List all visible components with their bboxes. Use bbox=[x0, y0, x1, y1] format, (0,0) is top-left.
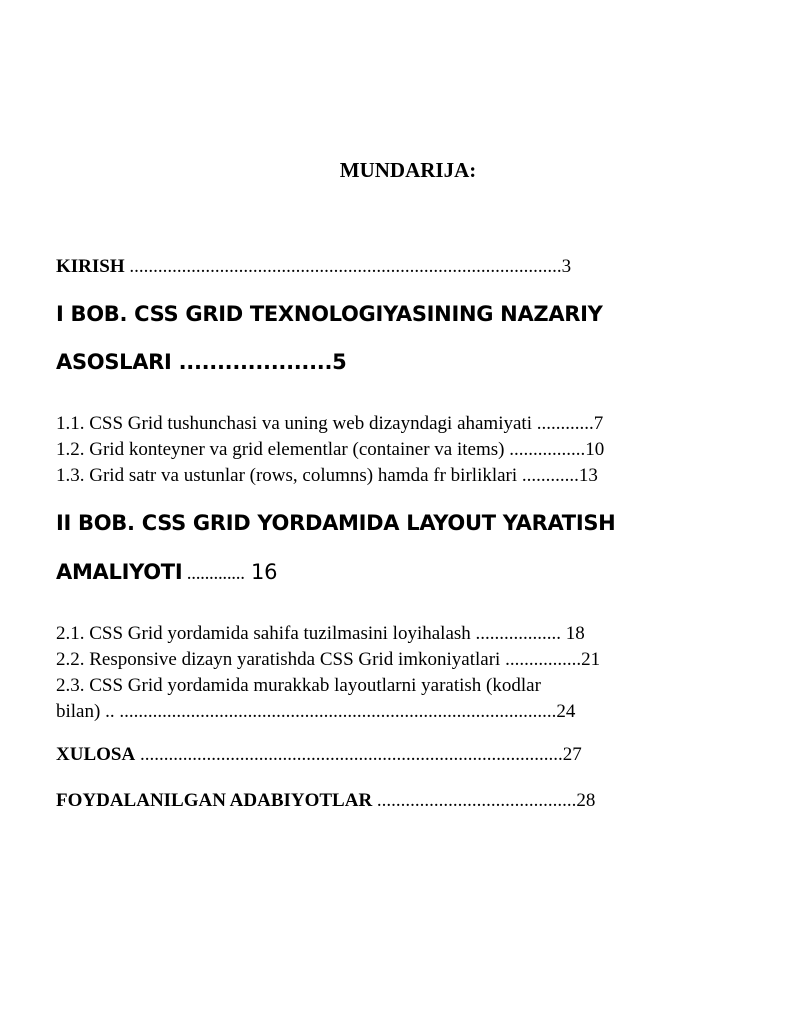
toc-entry-1-3: 1.3. Grid satr va ustunlar (rows, columns) hamda fr birliklari ............13 bbox=[56, 465, 598, 486]
toc-entry-1-1: 1.1. CSS Grid tushunchasi va uning web dizayndagi ahamiyati ............7 bbox=[56, 413, 604, 434]
toc-entry-label: FOYDALANILGAN ADABIYOTLAR bbox=[56, 790, 373, 811]
toc-entry-2-1: 2.1. CSS Grid yordamida sahifa tuzilmasini loyihalash .................. 18 bbox=[56, 623, 585, 644]
toc-entry-conclusion bbox=[56, 743, 582, 767]
toc-entry-2-3: 2.3. CSS Grid yordamida murakkab layoutlarni yaratish (kodlar bbox=[56, 675, 541, 696]
toc-heading: MUNDARIJA: bbox=[339, 158, 477, 182]
toc-entry-dots: ......................................................................................... bbox=[135, 744, 563, 765]
toc-entry-2-3-continued: bilan) .. ............................................................................................24 bbox=[56, 701, 576, 722]
chapter2-dots: ............. bbox=[182, 563, 245, 584]
toc-entry-dots: .......................................... bbox=[372, 790, 577, 811]
chapter2-label: AMALIYOTI bbox=[56, 560, 183, 584]
chapter1-dots: ....................5 bbox=[171, 350, 347, 374]
chapter2-page: 16 bbox=[244, 560, 278, 584]
toc-entry-dots: ........................................................................................... bbox=[124, 256, 562, 277]
toc-entry-page: 27 bbox=[562, 744, 582, 765]
toc-entry-label: XULOSA bbox=[56, 744, 136, 765]
chapter1-title-line1: I BOB. CSS GRID TEXNOLOGIYASINING NAZARIY bbox=[56, 302, 603, 326]
toc-entry-references bbox=[56, 789, 595, 813]
toc-entry-page: 3 bbox=[561, 256, 572, 277]
chapter2-title-line1: II BOB. CSS GRID YORDAMIDA LAYOUT YARATISH bbox=[56, 511, 616, 535]
toc-entry-1-2: 1.2. Grid konteyner va grid elementlar (container va items) ................10 bbox=[56, 439, 605, 460]
chapter2-title-line2 bbox=[56, 560, 277, 586]
toc-entry-label: KIRISH bbox=[56, 256, 125, 277]
chapter1-label: ASOSLARI bbox=[56, 350, 172, 374]
toc-entry-2-2: 2.2. Responsive dizayn yaratishda CSS Grid imkoniyatlari ................21 bbox=[56, 649, 601, 670]
chapter1-title-line2 bbox=[56, 350, 346, 374]
toc-entry-intro bbox=[56, 255, 571, 279]
toc-entry-page: 28 bbox=[576, 790, 596, 811]
